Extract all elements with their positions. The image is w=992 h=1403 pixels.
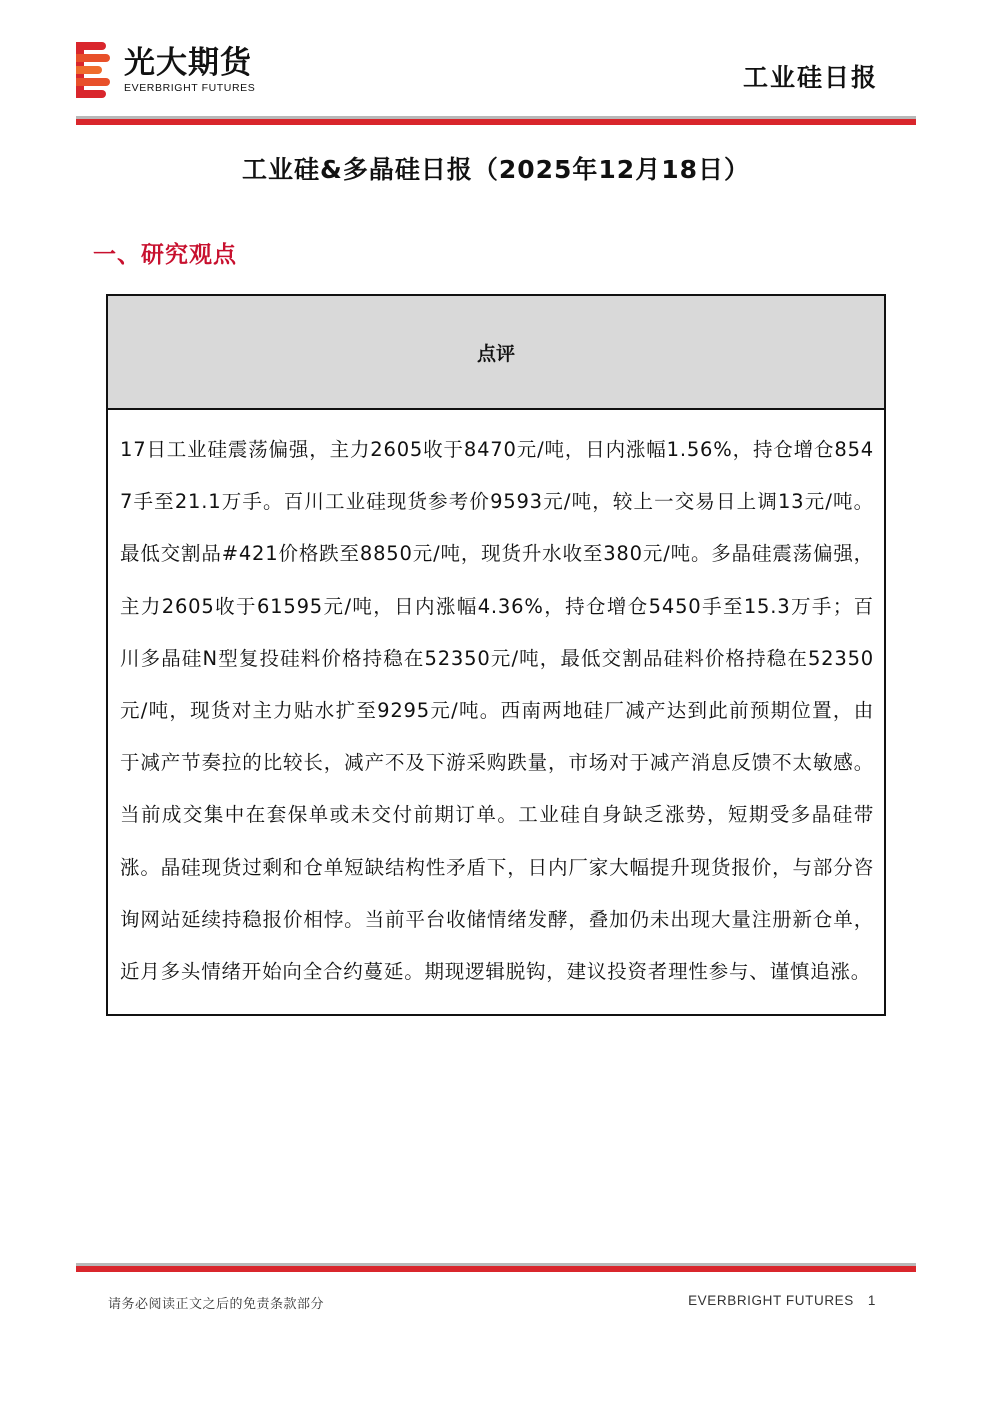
logo-chinese-name: 光大期货: [124, 45, 252, 81]
logo-english-name: EVERBRIGHT FUTURES: [124, 82, 256, 94]
table-header-label: 点评: [476, 342, 515, 365]
logo-mark-icon: [76, 42, 114, 98]
comment-table: [106, 294, 886, 1016]
table-body-cell: [108, 410, 884, 1014]
report-type-label: 工业硅日报: [742, 63, 878, 92]
header-rule: [76, 119, 916, 125]
section-heading: 一、研究观点: [93, 242, 237, 268]
footer-disclaimer: 请务必阅读正文之后的免责条款部分: [108, 1297, 325, 1312]
table-header-cell: [108, 296, 884, 410]
document-title: 工业硅&多晶硅日报（2025年12月18日）: [242, 155, 750, 184]
comment-text: 17日工业硅震荡偏强，主力2605收于8470元/吨，日内涨幅1.56%，持仓增仓8547手至21.1万手。百川工业硅现货参考价9593元/吨，较上一交易日上调13元/吨。最低交割品#421价格跌至8850元/吨，现货升水收至380元/吨。多晶硅震荡偏强，主力2605收于61595元/吨，日内涨幅4.36%，持仓增仓5450手至15.3万手；百川多晶硅N型复投硅料价格持稳在52350元/吨，最低交割品硅料价格持稳在52350元/吨，现货对主力贴水扩至9295元/吨。西南两地硅厂减产达到此前预期位置，由于减产节奏拉的比较长，减产不及下游采购跌量，市场对于减产消息反馈不太敏感。当前成交集中在套保单或未交付前期订单。工业硅自身缺乏涨势，短期受多晶硅带涨。晶硅现货过剩和仓单短缺结构性矛盾下，日内厂家大幅提升现货报价，与部分咨询网站延续持稳报价相悖。当前平台收储情绪发酵，叠加仍未出现大量注册新仓单，近月多头情绪开始向全合约蔓延。期现逻辑脱钩，建议投资者理性参与、谨慎追涨。: [120, 438, 874, 984]
footer-company-name: EVERBRIGHT FUTURES: [688, 1293, 854, 1308]
footer-rule: [76, 1266, 916, 1272]
footer-company: [688, 1293, 876, 1308]
page-number: 1: [867, 1293, 876, 1308]
company-logo: [76, 42, 255, 98]
